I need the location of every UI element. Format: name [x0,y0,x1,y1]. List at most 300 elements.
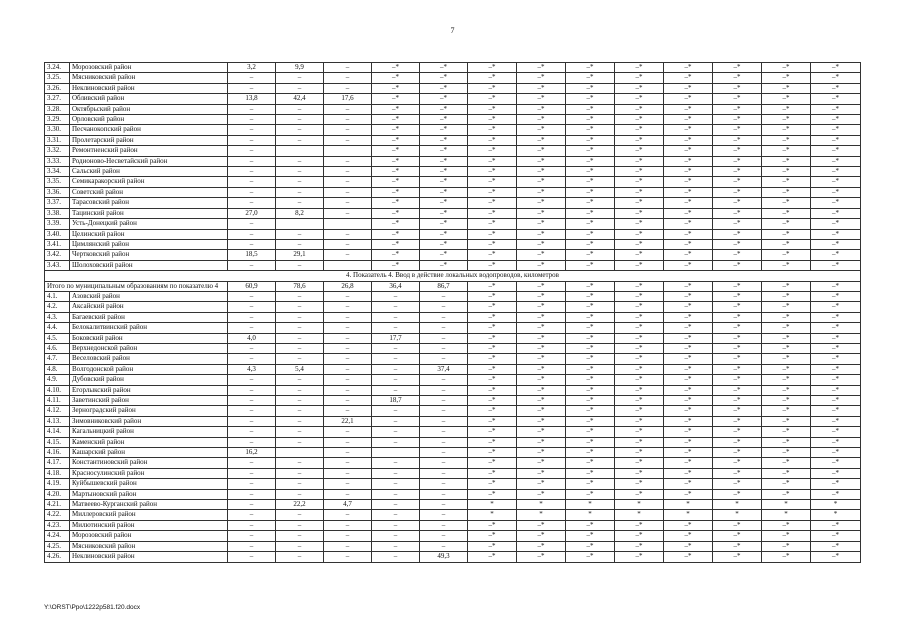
value-cell: –* [762,94,811,104]
value-cell: –* [762,364,811,374]
value-cell: –* [664,333,713,343]
value-cell: –* [762,520,811,530]
value-cell: –* [566,312,615,322]
value-cell: – [276,416,324,426]
value-cell: –* [664,437,713,447]
row-number: 3.39. [45,219,70,229]
value-cell: –* [664,187,713,197]
value-cell: –* [664,177,713,187]
value-cell: –* [615,115,664,125]
value-cell: –* [468,260,517,270]
value-cell: –* [615,385,664,395]
value-cell: –* [517,364,566,374]
value-cell: –* [468,364,517,374]
district-name: Морозовский район [70,531,228,541]
value-cell: – [324,354,372,364]
value-cell: –* [664,94,713,104]
value-cell: –* [762,63,811,73]
value-cell: –* [762,468,811,478]
value-cell: – [372,385,420,395]
value-cell: –* [811,333,861,343]
value-cell: –* [664,520,713,530]
value-cell: –* [468,94,517,104]
district-name: Неклиновский район [70,83,228,93]
value-cell: –* [566,479,615,489]
value-cell: – [276,531,324,541]
value-cell: –* [468,63,517,73]
value-cell: 18,5 [228,250,276,260]
value-cell: –* [762,458,811,468]
value-cell: – [372,552,420,562]
value-cell: 49,3 [420,552,468,562]
footer-file-path: Y:\ORST\Ppo\1222p581.f20.docx [44,604,141,611]
value-cell: – [420,333,468,343]
value-cell: –* [615,63,664,73]
value-cell: –* [372,187,420,197]
value-cell: –* [664,208,713,218]
district-name: Кашарский район [70,448,228,458]
value-cell: –* [811,531,861,541]
value-cell: – [420,437,468,447]
value-cell: – [276,312,324,322]
value-cell: –* [468,458,517,468]
value-cell: – [228,458,276,468]
value-cell: –* [468,125,517,135]
value-cell: –* [664,260,713,270]
value-cell: –* [615,135,664,145]
value-cell: –* [468,437,517,447]
value-cell: – [372,427,420,437]
value-cell: –* [468,343,517,353]
value-cell: –* [713,427,762,437]
value-cell: –* [762,156,811,166]
value-cell: – [228,229,276,239]
table-row [45,520,861,530]
row-number: 3.28. [45,104,70,114]
value-cell: 9,9 [276,63,324,73]
value-cell: –* [372,219,420,229]
value-cell: –* [468,406,517,416]
value-cell: –* [664,239,713,249]
value-cell: –* [713,416,762,426]
value-cell: – [276,489,324,499]
total-cell: 86,7 [420,281,468,291]
value-cell: –* [713,83,762,93]
district-name: Тацинский район [70,208,228,218]
value-cell: 42,4 [276,94,324,104]
row-number: 3.24. [45,63,70,73]
value-cell: –* [664,323,713,333]
value-cell: –* [713,333,762,343]
value-cell: –* [372,73,420,83]
value-cell: –* [615,552,664,562]
district-name: Неклиновский район [70,552,228,562]
value-cell: – [228,187,276,197]
value-cell: – [276,125,324,135]
value-cell: –* [664,146,713,156]
value-cell: –* [713,135,762,145]
value-cell: –* [762,479,811,489]
value-cell: –* [615,364,664,374]
value-cell: – [372,416,420,426]
value-cell: – [276,260,324,270]
total-cell: –* [615,281,664,291]
value-cell: –* [468,479,517,489]
table-row [45,489,861,499]
value-cell: –* [566,125,615,135]
value-cell: –* [517,312,566,322]
value-cell: –* [420,115,468,125]
district-name: Белокалитвинский район [70,323,228,333]
value-cell: –* [566,94,615,104]
value-cell: –* [713,343,762,353]
value-cell: –* [615,531,664,541]
value-cell: –* [517,198,566,208]
value-cell: –* [811,73,861,83]
value-cell: – [420,520,468,530]
value-cell: –* [615,396,664,406]
value-cell: –* [420,167,468,177]
value-cell: –* [615,468,664,478]
value-cell: –* [713,458,762,468]
value-cell: –* [615,125,664,135]
table-row [45,198,861,208]
value-cell: –* [713,250,762,260]
value-cell: – [324,552,372,562]
district-name: Милютинский район [70,520,228,530]
value-cell: –* [372,156,420,166]
value-cell: – [372,520,420,530]
value-cell: – [228,468,276,478]
value-cell: –* [372,104,420,114]
value-cell: – [228,343,276,353]
value-cell: – [420,375,468,385]
value-cell: –* [615,343,664,353]
value-cell: –* [517,333,566,343]
row-number: 3.35. [45,177,70,187]
value-cell: – [276,396,324,406]
value-cell: –* [762,115,811,125]
value-cell: 27,0 [228,208,276,218]
value-cell: –* [713,219,762,229]
row-number: 4.12. [45,406,70,416]
value-cell: –* [762,416,811,426]
value-cell: –* [517,531,566,541]
value-cell: –* [615,427,664,437]
value-cell: – [228,354,276,364]
table-row [45,302,861,312]
table-row [45,375,861,385]
value-cell: – [228,177,276,187]
value-cell: –* [566,427,615,437]
total-cell: –* [517,281,566,291]
row-number: 3.40. [45,229,70,239]
value-cell: –* [664,416,713,426]
value-cell: –* [811,323,861,333]
value-cell: –* [615,250,664,260]
value-cell: –* [566,448,615,458]
value-cell: –* [811,385,861,395]
value-cell: –* [615,198,664,208]
value-cell: – [228,135,276,145]
value-cell: –* [664,396,713,406]
table-row [45,468,861,478]
value-cell: –* [762,104,811,114]
value-cell: – [420,510,468,520]
value-cell: – [276,135,324,145]
value-cell: – [228,479,276,489]
value-cell: * [762,500,811,510]
value-cell: – [420,468,468,478]
indicator-table [44,62,861,563]
value-cell: –* [664,63,713,73]
value-cell: –* [615,156,664,166]
value-cell: – [276,323,324,333]
row-number: 3.31. [45,135,70,145]
value-cell: –* [517,385,566,395]
value-cell: –* [615,354,664,364]
value-cell: – [276,520,324,530]
value-cell: – [228,489,276,499]
value-cell: * [468,510,517,520]
value-cell: –* [664,468,713,478]
value-cell: –* [517,229,566,239]
value-cell: – [276,541,324,551]
value-cell: –* [566,489,615,499]
value-cell: –* [762,239,811,249]
row-number: 4.13. [45,416,70,426]
value-cell: –* [615,323,664,333]
value-cell: –* [811,437,861,447]
value-cell: –* [517,354,566,364]
value-cell: –* [713,385,762,395]
value-cell: –* [420,83,468,93]
table-row [45,125,861,135]
row-number: 3.33. [45,156,70,166]
value-cell: –* [372,198,420,208]
value-cell: –* [762,552,811,562]
table-row [45,333,861,343]
value-cell: –* [811,250,861,260]
value-cell: 18,7 [372,396,420,406]
value-cell: – [228,437,276,447]
value-cell [324,219,372,229]
district-name: Семикаракорский район [70,177,228,187]
value-cell: –* [420,104,468,114]
value-cell: – [276,115,324,125]
value-cell: –* [468,375,517,385]
value-cell: – [276,333,324,343]
value-cell: –* [664,156,713,166]
district-name: Кагальницкий район [70,427,228,437]
row-number: 4.4. [45,323,70,333]
value-cell: – [324,115,372,125]
value-cell: * [713,500,762,510]
total-cell: –* [664,281,713,291]
value-cell: –* [811,146,861,156]
value-cell: –* [566,364,615,374]
value-cell: –* [615,333,664,343]
page-number: 7 [450,26,455,35]
value-cell: –* [517,427,566,437]
value-cell: –* [615,448,664,458]
value-cell: –* [517,250,566,260]
value-cell: – [276,479,324,489]
value-cell: –* [664,229,713,239]
row-number: 3.32. [45,146,70,156]
value-cell: – [324,312,372,322]
value-cell: –* [566,520,615,530]
row-number: 4.2. [45,302,70,312]
value-cell [324,260,372,270]
value-cell: – [276,385,324,395]
table-row [45,437,861,447]
value-cell: –* [372,135,420,145]
table-row [45,146,861,156]
value-cell: * [713,510,762,520]
value-cell: –* [420,177,468,187]
value-cell: – [324,531,372,541]
value-cell: –* [468,552,517,562]
value-cell: –* [566,385,615,395]
value-cell: –* [468,104,517,114]
row-number: 4.24. [45,531,70,541]
value-cell: –* [811,312,861,322]
value-cell: –* [468,333,517,343]
value-cell: –* [468,354,517,364]
value-cell: –* [615,458,664,468]
row-number: 3.41. [45,239,70,249]
value-cell: – [372,489,420,499]
total-cell: –* [762,281,811,291]
district-name: Верхнедонской район [70,343,228,353]
district-name: Усть-Донецкий район [70,219,228,229]
row-number: 3.36. [45,187,70,197]
district-name: Егорлыкский район [70,385,228,395]
value-cell: – [420,541,468,551]
value-cell: 22,1 [324,416,372,426]
value-cell: –* [762,531,811,541]
value-cell: – [372,468,420,478]
total-cell: –* [566,281,615,291]
value-cell: – [324,385,372,395]
value-cell: –* [811,260,861,270]
value-cell: –* [517,468,566,478]
table-row [45,187,861,197]
row-number: 4.19. [45,479,70,489]
row-number: 4.16. [45,448,70,458]
value-cell: * [664,510,713,520]
value-cell: –* [566,83,615,93]
district-name: Октябрьский район [70,104,228,114]
value-cell: –* [372,63,420,73]
value-cell: –* [811,177,861,187]
value-cell: – [324,83,372,93]
value-cell: –* [566,229,615,239]
section-4-heading-body [45,271,861,292]
value-cell: –* [566,260,615,270]
value-cell: – [420,291,468,301]
value-cell: –* [372,146,420,156]
value-cell: –* [762,489,811,499]
value-cell: –* [420,187,468,197]
value-cell: – [228,239,276,249]
value-cell: – [324,177,372,187]
value-cell: –* [762,302,811,312]
value-cell: – [372,479,420,489]
value-cell: –* [372,177,420,187]
value-cell: – [228,104,276,114]
value-cell: –* [615,479,664,489]
value-cell: 13,8 [228,94,276,104]
value-cell: – [372,531,420,541]
row-number: 4.20. [45,489,70,499]
value-cell: – [324,427,372,437]
value-cell: –* [468,541,517,551]
value-cell: –* [762,125,811,135]
value-cell: –* [566,208,615,218]
value-cell: –* [517,94,566,104]
row-number: 4.15. [45,437,70,447]
value-cell: – [228,406,276,416]
table-row [45,63,861,73]
value-cell: –* [517,260,566,270]
value-cell: –* [615,167,664,177]
table-row [45,354,861,364]
value-cell: –* [762,83,811,93]
value-cell: – [324,333,372,343]
value-cell: –* [517,83,566,93]
value-cell: –* [664,489,713,499]
value-cell: – [276,552,324,562]
value-cell: –* [517,187,566,197]
value-cell: –* [713,448,762,458]
value-cell: –* [517,520,566,530]
value-cell: – [228,146,276,156]
value-cell: –* [566,343,615,353]
row-number: 4.23. [45,520,70,530]
value-cell: * [762,510,811,520]
value-cell: – [420,500,468,510]
value-cell: –* [615,73,664,83]
total-cell: –* [468,281,517,291]
district-name: Константиновский район [70,458,228,468]
value-cell: – [276,302,324,312]
value-cell: –* [664,479,713,489]
value-cell: – [324,406,372,416]
value-cell: –* [566,416,615,426]
value-cell: –* [762,375,811,385]
value-cell: –* [517,458,566,468]
table-row [45,219,861,229]
value-cell: * [664,500,713,510]
value-cell: – [276,229,324,239]
value-cell: –* [664,291,713,301]
value-cell: – [324,250,372,260]
value-cell: –* [713,406,762,416]
value-cell: –* [713,312,762,322]
value-cell: – [420,427,468,437]
value-cell: –* [468,239,517,249]
value-cell: – [324,364,372,374]
value-cell: –* [517,104,566,114]
value-cell: –* [811,104,861,114]
value-cell: –* [811,416,861,426]
table-row [45,73,861,83]
value-cell: – [372,364,420,374]
value-cell [276,146,324,156]
table-row [45,312,861,322]
